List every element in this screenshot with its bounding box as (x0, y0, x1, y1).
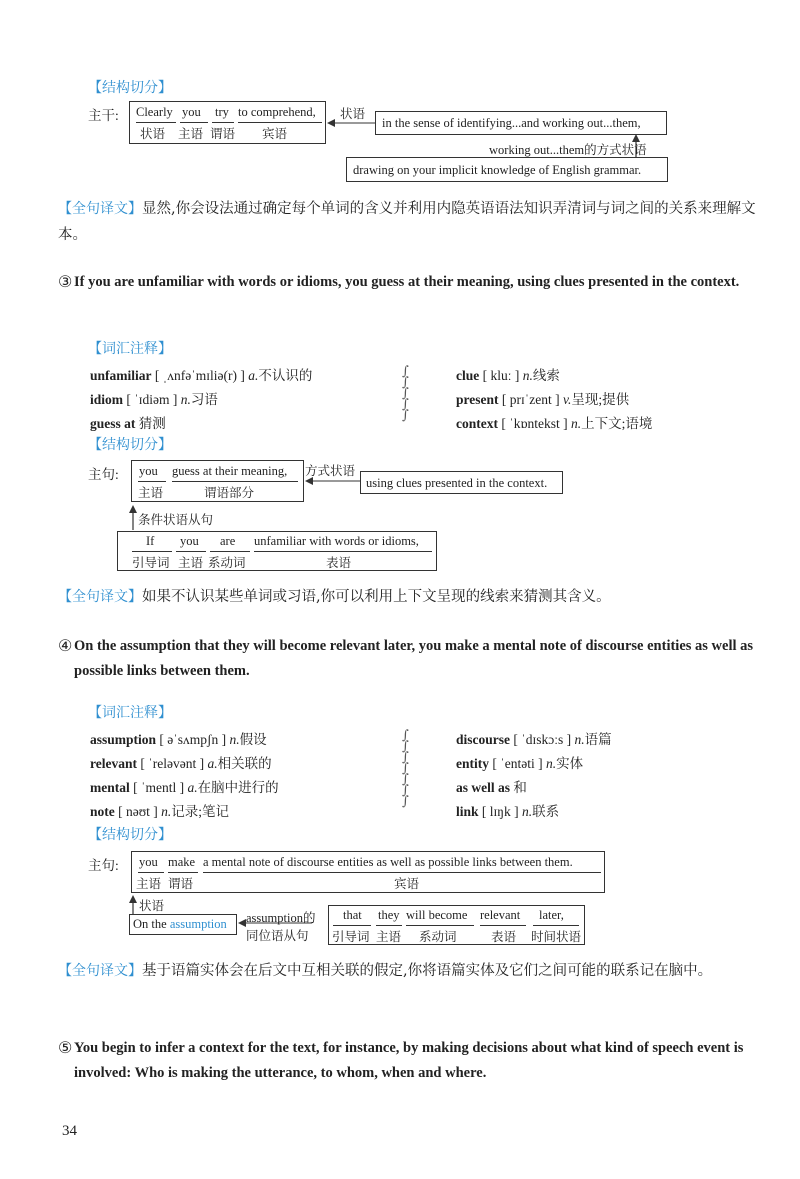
role-predicative: 表语 (491, 930, 517, 944)
vocab-item: assumption [ əˈsʌmpʃn ] n.假设 (90, 732, 267, 747)
role-object: 宾语 (394, 877, 420, 891)
manner-adverbial-label: 方式状语 (305, 464, 356, 478)
role-predicate: 谓语部分 (204, 486, 255, 500)
vocab-item: mental [ ˈmentl ] a.在脑中进行的 (90, 780, 279, 795)
translation-text: 基于语篇实体会在后文中互相关联的假定,你将语篇实体及它们之间可能的联系记在脑中。 (142, 963, 713, 979)
underline (406, 925, 474, 926)
translation-text: 如果不认识某些单词或习语,你可以利用上下文呈现的线索来猜测其含义。 (142, 589, 611, 605)
role-predicate: 谓语 (210, 127, 236, 141)
adverbial-label: 状语 (139, 899, 165, 913)
sentence-number: ④ (58, 638, 73, 655)
translation-tag: 【全句译文】 (58, 963, 142, 979)
word-that: that (343, 908, 362, 922)
sentence-number: ③ (58, 274, 73, 291)
role-conjunction: 引导词 (132, 556, 170, 570)
sentence-5 (58, 1036, 754, 1086)
role-conjunction: 引导词 (332, 930, 370, 944)
role-object: 宾语 (262, 127, 288, 141)
word-clearly: Clearly (136, 105, 173, 119)
vocab-item: present [ prɪˈzent ] v.呈现;提供 (456, 392, 630, 407)
role-subject: 主语 (136, 877, 162, 891)
divider-squiggle: ∫ ∫ ∫ ∫ ∫ ∫ ∫ (402, 728, 409, 809)
role-predicative: 表语 (326, 556, 352, 570)
word-they: they (378, 908, 400, 922)
role-subject: 主语 (178, 556, 204, 570)
vocab-item: link [ lɪŋk ] n.联系 (456, 804, 560, 819)
vocab-item: entity [ ˈentəti ] n.实体 (456, 756, 584, 771)
role-subject: 主语 (178, 127, 204, 141)
sentence-text: On the assumption that they will become relevant later, you make a mental note of discourse entities as well as possible links between them. (74, 638, 754, 679)
word-object-phrase: a mental note of discourse entities as well as possible links between them. (203, 855, 573, 869)
vocab-item: note [ nəʊt ] n.记录;笔记 (90, 804, 230, 819)
translation-tag: 【全句译文】 (58, 201, 142, 217)
word-you: you (139, 855, 158, 869)
word-are: are (220, 534, 236, 548)
word-you: you (139, 464, 158, 478)
appositive-role: 同位语从句 (246, 929, 309, 943)
underline (376, 925, 402, 926)
vocab-item: discourse [ ˈdɪskɔːs ] n.语篇 (456, 732, 612, 747)
translation-tag: 【全句译文】 (58, 589, 142, 605)
vocab-item: context [ ˈkɒntekst ] n.上下文;语境 (456, 416, 653, 431)
word-relevant: relevant (480, 908, 521, 922)
role-linking-verb: 系动词 (419, 930, 457, 944)
section-tag-vocab: 【词汇注释】 (88, 705, 172, 721)
underline (533, 925, 579, 926)
word-will-become: will become (406, 908, 468, 922)
word-comprehend: to comprehend, (238, 105, 316, 119)
vocab-item: idiom [ ˈɪdiəm ] n.习语 (90, 392, 218, 407)
role-adverbial: 状语 (140, 127, 166, 141)
role-predicate: 谓语 (168, 877, 194, 891)
appositive-clause-box (328, 905, 585, 945)
section-tag-vocab: 【词汇注释】 (88, 341, 172, 357)
word-you: you (182, 105, 201, 119)
vocab-item: guess at 猜测 (90, 416, 166, 431)
page-number: 34 (62, 1123, 77, 1139)
box-b-text: drawing on your implicit knowledge of English grammar. (353, 163, 642, 177)
underline (333, 925, 371, 926)
vocab-item: as well as 和 (456, 780, 527, 795)
sentence-text: If you are unfamiliar with words or idioms, you guess at their meaning, using clues presented in the context. (74, 274, 740, 290)
word-unfamiliar: unfamiliar with words or idioms, (254, 534, 419, 548)
sentence-number: ⑤ (58, 1040, 73, 1057)
word-make: make (168, 855, 196, 869)
word-guess: guess at their meaning, (172, 464, 288, 478)
vocab-item: clue [ kluː ] n.线索 (456, 368, 560, 383)
word-you: you (180, 534, 199, 548)
adverbial-label: 状语 (340, 107, 366, 121)
manner-text: using clues presented in the context. (366, 476, 548, 490)
sentence-text: You begin to infer a context for the text, for instance, by making decisions about what kind of speech event is involved: Who is making the utterance, to whom, when and where. (74, 1040, 744, 1081)
box-a-text: in the sense of identifying...and working out...them, (382, 116, 641, 130)
role-linking-verb: 系动词 (208, 556, 246, 570)
word-later: later, (539, 908, 564, 922)
role-time-adverbial: 时间状语 (531, 930, 582, 944)
on-assumption-box (129, 914, 237, 935)
main-clause-label: 主句: (88, 467, 119, 482)
manner-adverbial-label: working out...them的方式状语 (489, 143, 647, 157)
vocab-item: relevant [ ˈreləvənt ] a.相关联的 (90, 756, 272, 771)
main-clause-label: 主干: (88, 108, 119, 123)
translation-4 (58, 958, 758, 984)
divider-squiggle: ∫ ∫ ∫ ∫ ∫ (402, 364, 409, 423)
vocab-item: unfamiliar [ ˌʌnfəˈmɪliə(r) ] a.不认识的 (90, 368, 313, 383)
word-try: try (215, 105, 229, 119)
role-subject: 主语 (376, 930, 402, 944)
word-if: If (146, 534, 155, 548)
on-assumption-text: On the assumption (133, 917, 227, 931)
role-subject: 主语 (138, 486, 164, 500)
section-tag-structure: 【结构切分】 (88, 80, 172, 96)
section-tag-structure: 【结构切分】 (88, 827, 172, 843)
main-clause-label: 主句: (88, 858, 119, 873)
underline (480, 925, 526, 926)
section-tag-structure: 【结构切分】 (88, 437, 172, 453)
appositive-label: assumption的 (246, 911, 316, 925)
conditional-clause-label: 条件状语从句 (138, 513, 214, 527)
translation-text: 显然,你会设法通过确定每个单词的含义并利用内隐英语语法知识弄清词与词之间的关系来理解文本。 (58, 201, 756, 243)
